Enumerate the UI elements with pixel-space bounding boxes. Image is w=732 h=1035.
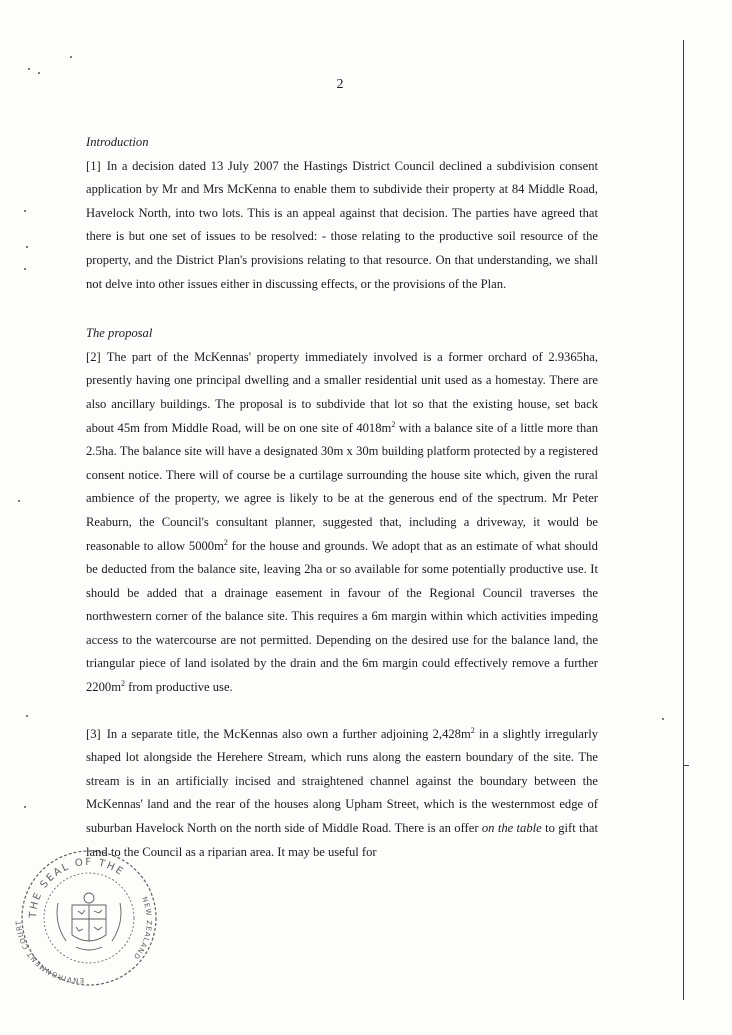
paragraph-text: in a slightly irregularly shaped lot alongside the Herehere Stream, which runs along the eastern boundary of the site. The stream is in an artificially incised and straightened channel against the boundary between the McKennas' land and the rear of the houses along Upham Street, which is the westernmost edge of suburban Havelock North on the north side of Middle Road. There is an offer [86,726,599,836]
paragraph-1 [86,155,598,297]
court-seal [14,843,164,993]
seal-crest-icon [57,893,121,950]
section-heading-introduction: Introduction [86,135,149,149]
paragraph-text: to gift that land to the Council as a riparian area. It may be useful for [86,821,598,859]
paragraph-number: [2] [86,349,101,364]
seal-top-text: THE SEAL OF THE [27,856,127,919]
right-margin-rule [683,40,684,1000]
paragraph-text: The part of the McKennas' property immediately involved is a former orchard of 2.9365ha, presently having one principal dwelling and a smaller residential unit used as a homestay. There are also ancillary buildings. The proposal is to subdivide that lot so that the existing house, set back about 45m from Middle Road, will be on one site of 4018m [86,349,598,435]
section-heading-proposal: The proposal [86,326,153,341]
scan-speck [38,72,40,74]
scan-speck [70,56,72,58]
scan-speck [24,210,26,212]
superscript: 2 [120,678,125,688]
paragraph-text: from productive use. [124,680,233,695]
paragraph-text: In a decision dated 13 July 2007 the Hastings District Council declined a subdivision consent application by Mr and Mrs McKenna to enable them to subdivide their property at 84 Middle Road, Havelock North, into two lots. This is an appeal against that decision. The parties have agreed that there is but one set of issues to be resolved: - those relating to the productive soil resource of the property, and the District Plan's provisions relating to that resource. On that understanding, we shall not delve into other issues either in discussing effects, or the provisions of the Plan. [86,158,598,291]
seal-side-text: NEW ZEALAND [131,895,153,962]
scan-speck [26,715,28,717]
seal-side-text: ENVIRONMENT COURT [14,919,85,985]
svg-text:THE SEAL OF THE [28,857,126,919]
paragraph-number: [3] [86,726,101,741]
superscript: 2 [223,537,228,547]
paragraph-text: for the house and grounds. We adopt that as an estimate of what should be deducted from the balance site, leaving 2ha or so available for some potentially productive use. It should be added that a drainage easement in favour of the Regional Council traverses the northwestern corner of the balance site. This requires a 6m margin within which activities impeding access to the watercourse are not permitted. Depending on the desired use for the balance land, the triangular piece of land isolated by the drain and the 6m margin could effectively remove a further 2200m [86,538,598,695]
page-number: 2 [336,77,344,92]
document-body [86,131,598,864]
paragraph-text: with a balance site of a little more than 2.5ha. The balance site will have a designated 30m x 30m building platform protected by a registered consent notice. There will of course be a curtilage surrounding the house site which, given the rural ambience of the property, we agree is likely to be at the generous end of the spectrum. Mr Peter Reaburn, the Council's consultant planner, suggested that, including a driveway, it would be reasonable to allow 5000m [86,420,598,553]
scan-speck [24,268,26,270]
svg-text:NEW ZEALAND [131,896,153,961]
scan-speck [662,718,664,720]
paragraph-number: [1] [86,158,101,173]
superscript: 2 [391,419,396,429]
scan-speck [26,246,28,248]
scan-speck [24,806,26,808]
scan-speck [28,68,30,70]
emphasis-text: on the table [481,821,542,836]
scan-speck [18,500,20,502]
paragraph-2 [86,346,598,700]
margin-tick [683,765,689,766]
superscript: 2 [470,725,475,735]
svg-text:ENVIRONMENT COURT [15,920,84,984]
paragraph-text: In a separate title, the McKennas also own a further adjoining 2,428m [106,726,471,741]
